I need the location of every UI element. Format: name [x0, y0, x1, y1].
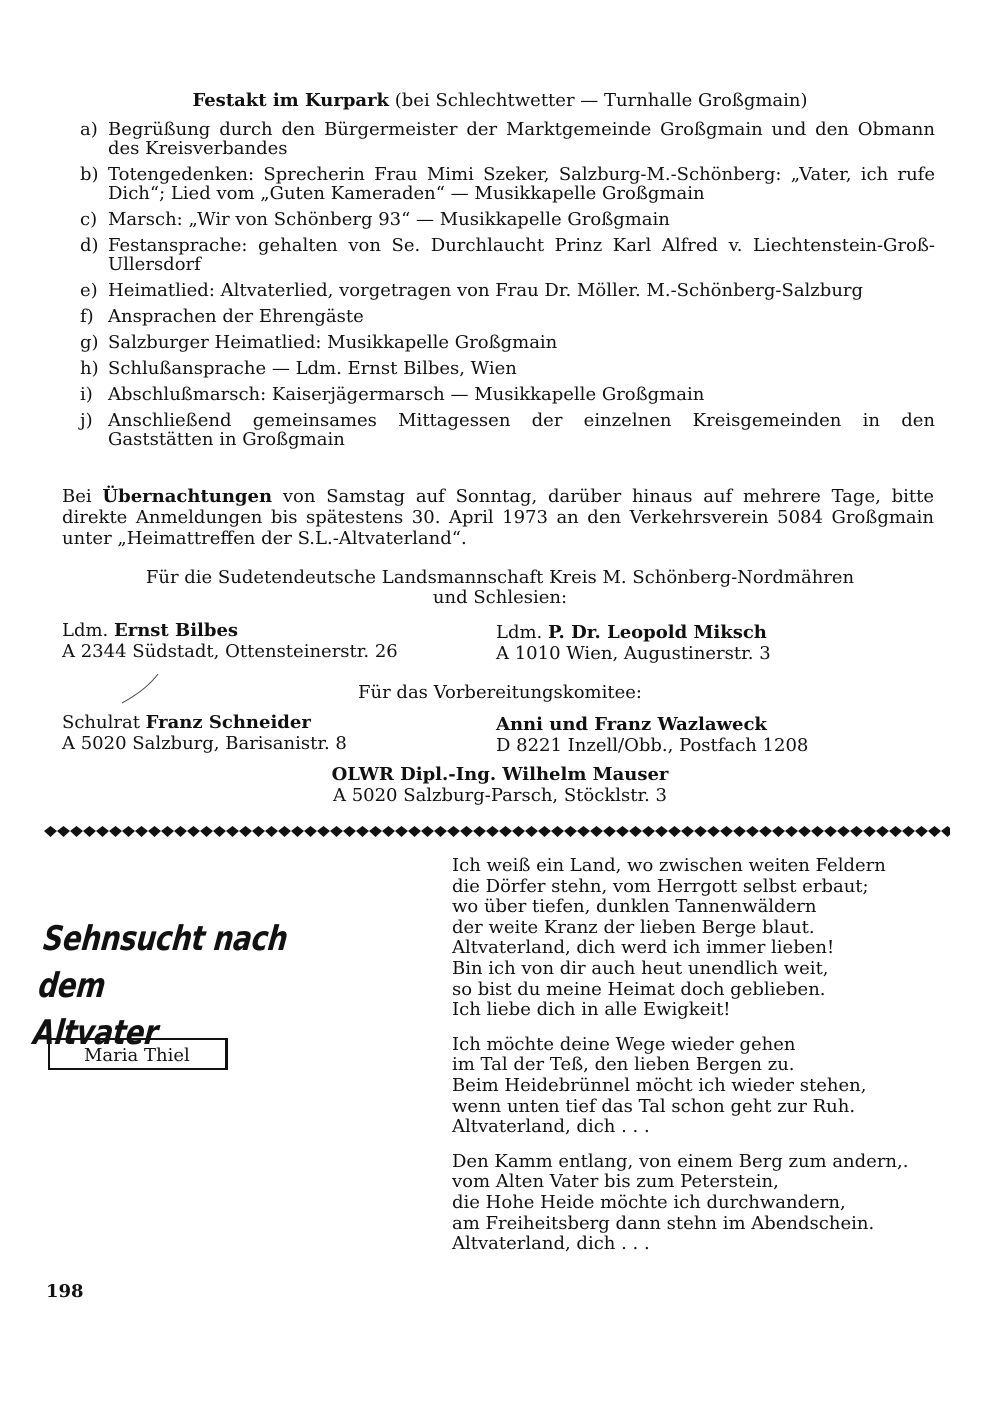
program-item-text: Heimatlied: Altvaterlied, vorgetragen von Frau Dr. Möller. M.-Schönberg-Salzburg [108, 280, 864, 301]
poem-line: die Hohe Heide möchte ich durchwandern, [452, 1191, 846, 1213]
program-item-text: Ansprachen der Ehrengäste [108, 306, 364, 327]
page-number: 198 [46, 1281, 84, 1302]
program-item-label: i) [80, 384, 93, 405]
sponsor-line-1: Für die Sudetendeutsche Landsmannschaft Kreis M. Schönberg-Nordmähren [145, 567, 855, 588]
contact-name [496, 622, 771, 643]
contact-address: A 5020 Salzburg, Barisanistr. 8 [62, 733, 347, 754]
notice-pre: Bei [62, 486, 92, 507]
program-item-text: Abschlußmarsch: Kaiserjägermarsch — Musikkapelle Großgmain [108, 384, 705, 405]
contact-prefix: Schulrat [62, 712, 140, 733]
program-item [80, 120, 935, 158]
program-item-label: a) [80, 119, 98, 140]
poem-line: so bist du meine Heimat doch geblieben. [452, 978, 826, 1000]
poem-line: wo über tiefen, dunklen Tannenwäldern [452, 896, 817, 918]
poem-stanza [452, 1035, 952, 1138]
contact-name [62, 620, 398, 641]
contact-person: Anni und Franz Wazlaweck [496, 714, 767, 735]
poem-line: im Tal der Teß, den lieben Bergen zu. [452, 1054, 795, 1076]
contact-name [496, 714, 808, 735]
program-item-text: Totengedenken: Sprecherin Frau Mimi Szeker, Salzburg-M.-Schönberg: „Vater, ich rufe Dich“; Lied vom „Guten Kameraden“ — Musikkapelle Großgmain [108, 164, 935, 204]
program-item-text: Festansprache: gehalten von Se. Durchlaucht Prinz Karl Alfred v. Liechtenstein-Groß-Ullersdorf [108, 235, 935, 275]
program-item-label: g) [80, 332, 99, 353]
program-item [80, 385, 935, 404]
poem-title [31, 916, 341, 1057]
program-item-text: Anschließend gemeinsames Mittagessen der einzelnen Kreisgemeinden in den Gaststätten in Großgmain [108, 410, 935, 450]
contact-prefix: Ldm. [62, 620, 109, 641]
program-item-label: j) [80, 410, 93, 431]
program-item [80, 281, 935, 300]
program-item-label: f) [80, 306, 94, 327]
poem-line: Altvaterland, dich . . . [452, 1233, 650, 1255]
sponsor-line [0, 568, 1000, 608]
contact-address: A 5020 Salzburg-Parsch, Stöcklstr. 3 [332, 785, 667, 806]
contact-block [62, 712, 347, 754]
contact-person: Franz Schneider [145, 712, 311, 733]
contact-name [62, 712, 347, 733]
poem-line: Altvaterland, dich . . . [452, 1116, 650, 1138]
program-item-text: Schlußansprache — Ldm. Ernst Bilbes, Wien [108, 358, 517, 379]
overnight-notice [62, 486, 934, 549]
poem-stanza [452, 856, 952, 1021]
contact-person: P. Dr. Leopold Miksch [548, 622, 767, 643]
contact-block [496, 622, 771, 664]
program-item-label: e) [80, 280, 98, 301]
poem-line: die Dörfer stehn, vom Herrgott selbst erbaut; [452, 875, 869, 897]
program-item-label: b) [80, 164, 99, 185]
poem-line: Ich weiß ein Land, wo zwischen weiten Feldern [452, 855, 886, 876]
program-item-text: Salzburger Heimatlied: Musikkapelle Großgmain [108, 332, 558, 353]
poem-stanza [452, 1152, 952, 1255]
poem-title-line-1: Sehnsucht nach dem [36, 919, 290, 1006]
notice-text: von Samstag auf Sonntag, darüber hinaus auf mehrere Tage, bitte direkte Anmeldungen bis spätestens 30. April 1973 an den Verkehrsverein 5084 Großgmain unter „Heimattreffen der S.L.-Altvaterland“. [62, 486, 934, 549]
contact-block [62, 620, 398, 662]
program-item-label: h) [80, 358, 99, 379]
author-box [48, 1038, 228, 1070]
program-item-text: Begrüßung durch den Bürgermeister der Marktgemeinde Großgmain und den Obmann des Kreisverbandes [108, 119, 935, 159]
ceremony-heading [0, 90, 1000, 112]
contact-block [496, 714, 808, 756]
author-name: Maria Thiel [84, 1045, 190, 1066]
notice-bold: Übernachtungen [102, 486, 273, 507]
program-item-label: c) [80, 209, 98, 230]
ceremony-subtitle: (bei Schlechtwetter — Turnhalle Großgmain) [394, 90, 808, 111]
poem-line: Ich liebe dich in alle Ewigkeit! [452, 999, 731, 1021]
sponsor-line-2: und Schlesien: [432, 587, 568, 608]
poem-line: vom Alten Vater bis zum Peterstein, [452, 1171, 779, 1193]
poem-line: Bin ich von dir auch heut unendlich weit, [452, 957, 829, 979]
program-list [80, 120, 935, 456]
poem-line: am Freiheitsberg dann stehn im Abendschein. [452, 1212, 875, 1234]
program-item-label: d) [80, 235, 99, 256]
contact-address: A 1010 Wien, Augustinerstr. 3 [496, 643, 771, 664]
program-item [80, 236, 935, 274]
contact-person: Ernst Bilbes [114, 620, 239, 641]
poem-line: Den Kamm entlang, von einem Berg zum andern,. [452, 1150, 909, 1172]
wave-divider [44, 824, 950, 840]
program-item [80, 165, 935, 203]
program-item [80, 333, 935, 352]
poem-title-line-2: Altvater [31, 1013, 160, 1053]
program-item-text: Marsch: „Wir von Schönberg 93“ — Musikkapelle Großgmain [108, 209, 670, 230]
ceremony-title: Festakt im Kurpark [192, 90, 390, 111]
program-item [80, 307, 935, 326]
contact-address: A 2344 Südstadt, Ottensteinerstr. 26 [62, 641, 398, 662]
contact-block-center [0, 764, 1000, 806]
contact-person: OLWR Dipl.-Ing. Wilhelm Mauser [331, 764, 669, 785]
program-item [80, 359, 935, 378]
poem-line: Ich möchte deine Wege wieder gehen [452, 1033, 796, 1055]
committee-heading: Für das Vorbereitungskomitee: [358, 682, 642, 703]
contact-prefix: Ldm. [496, 622, 543, 643]
poem-line: wenn unten tief das Tal schon geht zur Ruh. [452, 1095, 856, 1117]
poem-line: Beim Heidebrünnel möcht ich wieder stehen, [452, 1074, 867, 1096]
poem-line: Altvaterland, dich werd ich immer lieben! [452, 937, 835, 959]
poem-text [452, 856, 952, 1269]
poem-line: der weite Kranz der lieben Berge blaut. [452, 916, 815, 938]
program-item [80, 210, 935, 229]
contact-address: D 8221 Inzell/Obb., Postfach 1208 [496, 735, 809, 756]
program-item [80, 411, 935, 449]
